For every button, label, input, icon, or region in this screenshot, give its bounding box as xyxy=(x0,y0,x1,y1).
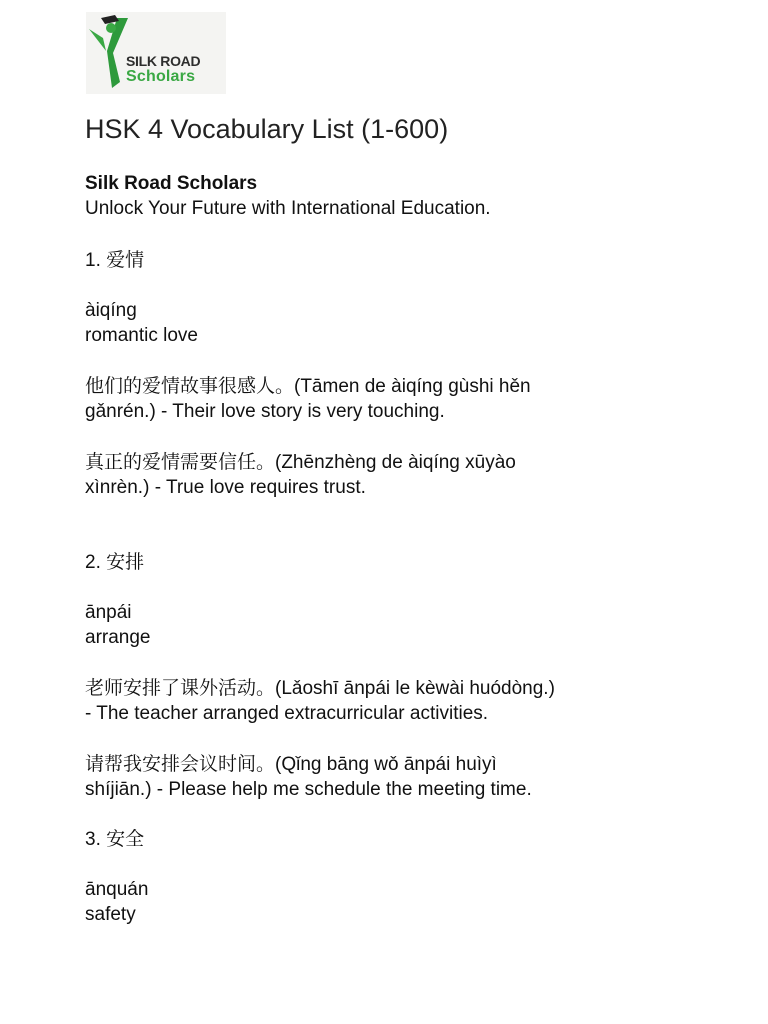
brand-tagline: Unlock Your Future with International Education. xyxy=(85,198,491,219)
entry-meaning: romantic love xyxy=(85,325,198,346)
entry-meaning: safety xyxy=(85,904,136,925)
entry-pinyin: ānquán xyxy=(85,879,149,900)
logo-text-silk-road: SILK ROAD xyxy=(126,53,201,69)
example-sentence-line: shíjiān.) - Please help me schedule the meeting time. xyxy=(85,779,532,800)
logo-text-scholars: Scholars xyxy=(126,68,196,85)
brand-name: Silk Road Scholars xyxy=(85,173,258,194)
entry-heading: 1. 爱情 xyxy=(85,250,145,271)
entry-pinyin: àiqíng xyxy=(85,300,137,321)
example-sentence-line: gǎnrén.) - Their love story is very touching. xyxy=(85,401,445,422)
example-sentence-line: 真正的爱情需要信任。(Zhēnzhèng de àiqíng xūyào xyxy=(85,452,516,473)
example-sentence-line: xìnrèn.) - True love requires trust. xyxy=(85,477,366,498)
entry-meaning: arrange xyxy=(85,627,151,648)
document-title: HSK 4 Vocabulary List (1-600) xyxy=(85,114,449,144)
example-sentence-line: - The teacher arranged extracurricular activities. xyxy=(85,703,489,724)
example-sentence-line: 请帮我安排会议时间。(Qǐng bāng wǒ ānpái huìyì xyxy=(85,754,497,775)
entry-pinyin: ānpái xyxy=(85,602,132,623)
example-sentence-line: 他们的爱情故事很感人。(Tāmen de àiqíng gùshi hěn xyxy=(85,376,531,397)
entry-heading: 3. 安全 xyxy=(85,829,145,850)
silk-road-scholars-logo xyxy=(86,12,226,94)
entry-heading: 2. 安排 xyxy=(85,552,145,573)
example-sentence-line: 老师安排了课外活动。(Lǎoshī ānpái le kèwài huódòng.) xyxy=(85,678,555,699)
